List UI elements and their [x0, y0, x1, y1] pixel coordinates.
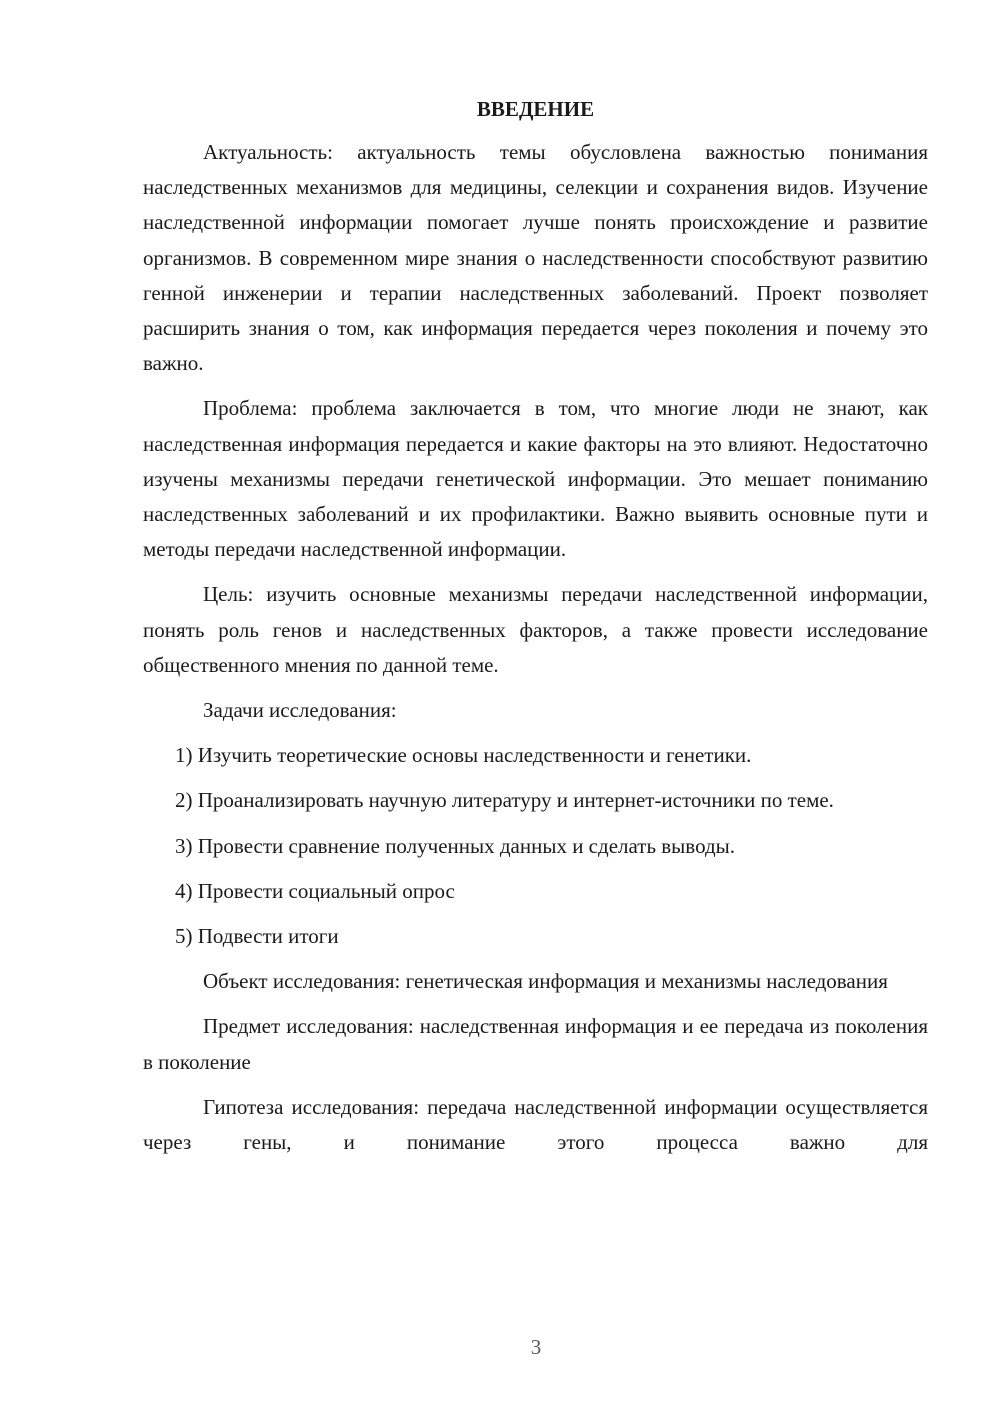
object-paragraph: Объект исследования: генетическая информация и механизмы наследования	[203, 969, 888, 994]
task-item-3: 3) Провести сравнение полученных данных и сделать выводы.	[175, 833, 736, 858]
goal-paragraph: Цель: изучить основные механизмы передачи наследственной информации, понять роль генов и наследственных факторов, а также провести исследование общественного мнения по данной теме.	[143, 582, 928, 677]
hypothesis-paragraph: Гипотеза исследования: передача наследственной информации осуществляется через гены, и понимание этого процесса важно для	[143, 1094, 928, 1155]
task-item-4: 4) Провести социальный опрос	[175, 878, 455, 903]
section-title: ВВЕДЕНИЕ	[476, 97, 595, 121]
task-item-1: 1) Изучить теоретические основы наследственности и генетики.	[175, 743, 752, 768]
task-item-5: 5) Подвести итоги	[175, 924, 339, 949]
subject-paragraph: Предмет исследования: наследственная информация и ее передача из поколения в поколение	[143, 1014, 928, 1074]
task-item-2: 2) Проанализировать научную литературу и интернет-источники по теме.	[175, 788, 834, 813]
page-number: 3	[530, 1335, 542, 1359]
tasks-heading: Задачи исследования:	[203, 698, 397, 723]
document-page	[143, 92, 928, 1170]
problem-paragraph: Проблема: проблема заключается в том, что многие люди не знают, как наследственная информация передается и какие факторы на это влияют. Недостаточно изучены механизмы передачи генетической информации. Это мешает пониманию наследственных заболеваний и их профилактики. Важно выявить основные пути и методы передачи наследственной информации.	[143, 396, 928, 562]
relevance-paragraph: Актуальность: актуальность темы обусловлена важностью понимания наследственных механизмов для медицины, селекции и сохранения видов. Изучение наследственной информации помогает лучше понять происхождение и развитие организмов. В современном мире знания о наследственности способствуют развитию генной инженерии и терапии наследственных заболеваний. Проект позволяет расширить знания о том, как информация передается через поколения и почему это важно.	[143, 140, 928, 376]
